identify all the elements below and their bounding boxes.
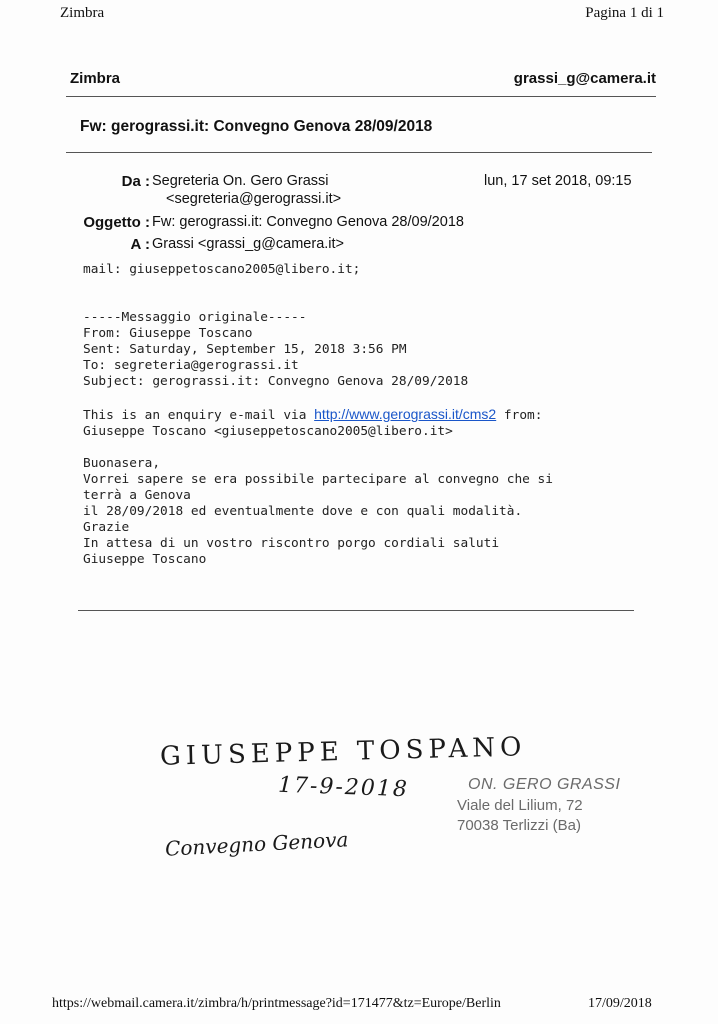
subject-divider <box>66 152 652 153</box>
enquiry-suffix: from: <box>496 408 543 423</box>
enquiry-sender: Giuseppe Toscano <giuseppetoscano2005@libero.it> <box>83 424 453 439</box>
thanks: Grazie <box>83 520 130 535</box>
handwritten-note: Convegno Genova <box>164 827 349 861</box>
print-footer-date: 17/09/2018 <box>588 996 652 1011</box>
stamp-city: 70038 Terlizzi (Ba) <box>457 817 581 834</box>
mail-line: mail: giuseppetoscano2005@libero.it; <box>83 262 361 277</box>
message-date: lun, 17 set 2018, 09:15 <box>484 173 632 189</box>
to-value: Grassi <grassi_g@camera.it> <box>152 236 345 252</box>
app-name: Zimbra <box>70 70 121 87</box>
account-email: grassi_g@camera.it <box>513 70 656 87</box>
stamp-name: ON. GERO GRASSI <box>468 776 621 793</box>
subject-label: Oggetto : <box>83 214 150 231</box>
closing: In attesa di un vostro riscontro porgo cordiali saluti <box>83 536 500 551</box>
original-separator: -----Messaggio originale----- <box>83 310 307 325</box>
enquiry-prefix: This is an enquiry e-mail via <box>83 408 315 423</box>
handwritten-name: GIUSEPPE TOSPANO <box>159 732 527 772</box>
original-sent: Sent: Saturday, September 15, 2018 3:56 PM <box>83 342 407 357</box>
header-divider <box>66 96 656 97</box>
to-label: A : <box>130 236 150 253</box>
greeting: Buonasera, <box>83 456 161 471</box>
from-name: Segreteria On. Gero Grassi <box>152 173 329 189</box>
signature: Giuseppe Toscano <box>83 552 207 567</box>
from-email: <segreteria@gerograssi.it> <box>166 191 342 207</box>
original-from: From: Giuseppe Toscano <box>83 326 253 341</box>
body-line-1: Vorrei sapere se era possibile partecipare al convegno che si <box>83 472 553 487</box>
print-footer-url: https://webmail.camera.it/zimbra/h/printmessage?id=171477&tz=Europe/Berlin <box>52 996 501 1011</box>
body-line-2: terrà a Genova <box>83 488 191 503</box>
print-page-number: Pagina 1 di 1 <box>585 5 664 21</box>
body-line-3: il 28/09/2018 ed eventualmente dove e con quali modalità. <box>83 504 523 519</box>
stamp-street: Viale del Lilium, 72 <box>457 797 583 814</box>
original-subject: Subject: gerograssi.it: Convegno Genova 28/09/2018 <box>83 374 469 389</box>
from-label: Da : <box>121 173 150 190</box>
message-subject-title: Fw: gerograssi.it: Convegno Genova 28/09/2018 <box>80 118 433 135</box>
cms-link[interactable]: http://www.gerograssi.it/cms2 <box>314 406 497 422</box>
message-body <box>83 262 553 568</box>
print-header-app: Zimbra <box>60 5 105 21</box>
body-end-divider <box>78 610 634 611</box>
handwritten-date: 17-9-2018 <box>277 772 410 803</box>
subject-value: Fw: gerograssi.it: Convegno Genova 28/09/2018 <box>152 214 464 230</box>
original-to: To: segreteria@gerograssi.it <box>83 358 299 373</box>
